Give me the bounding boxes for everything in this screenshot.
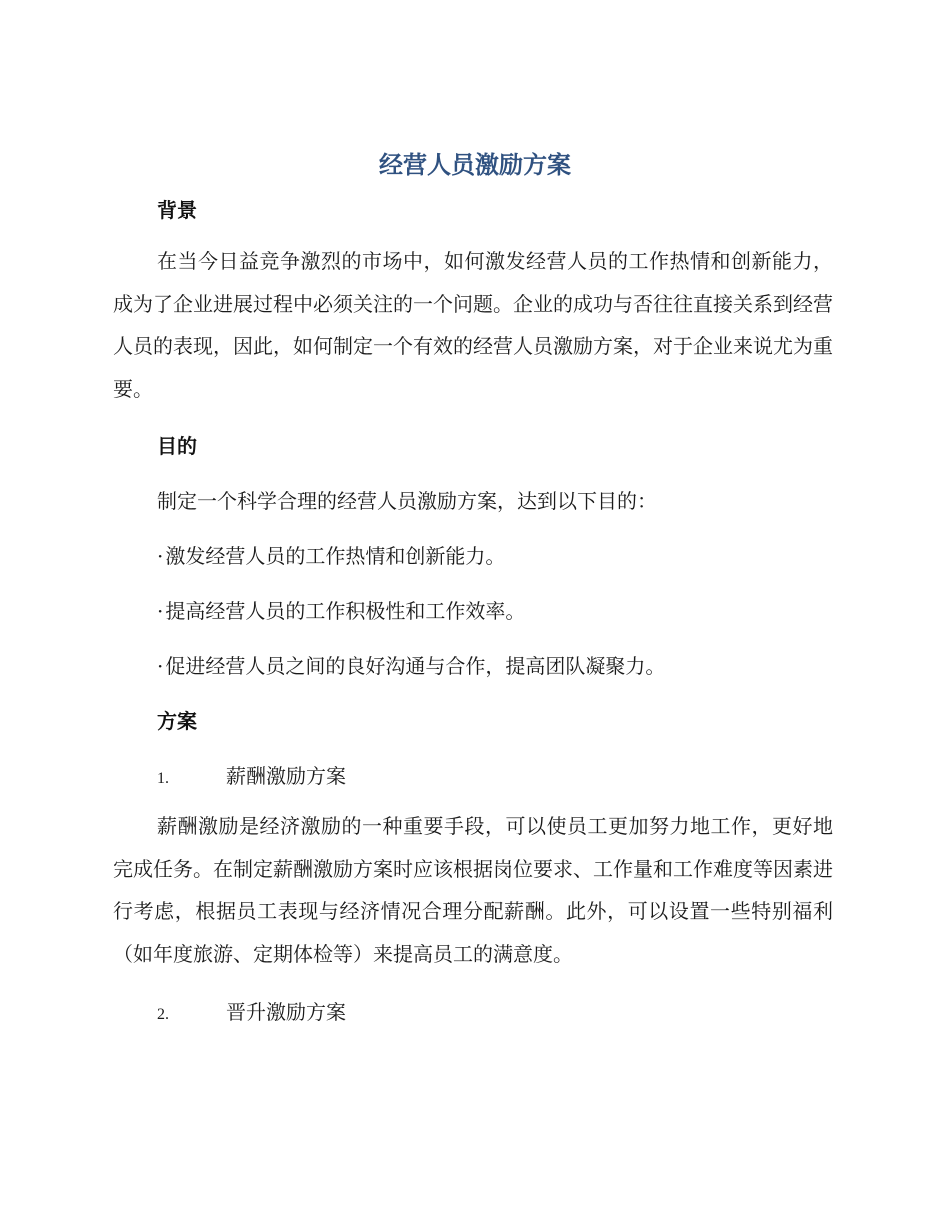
plan-item-title: 薪酬激励方案 (226, 764, 346, 788)
purpose-bullet-text: 提高经营人员的工作积极性和工作效率。 (165, 599, 526, 623)
plan-item-heading-1 (157, 760, 346, 789)
purpose-bullet-item (157, 650, 665, 679)
purpose-bullet-text: 激发经营人员的工作热情和创新能力。 (165, 544, 506, 568)
section-heading-background: 背景 (157, 198, 197, 222)
purpose-bullet-item (157, 595, 525, 624)
bullet-dot-icon: · (157, 544, 164, 568)
background-paragraph: 在当今日益竞争激烈的市场中，如何激发经营人员的工作热情和创新能力，成为了企业进展过程中必须关注的一个问题。企业的成功与否往往直接关系到经营人员的表现，因此，如何制定一个有效的经营人员激励方案，对于企业来说尤为重要。 (113, 249, 833, 401)
plan-item-title: 晋升激励方案 (226, 1000, 346, 1024)
section-heading-purpose: 目的 (157, 434, 197, 458)
bullet-dot-icon: · (157, 654, 164, 678)
purpose-intro: 制定一个科学合理的经营人员激励方案，达到以下目的： (157, 489, 657, 513)
plan-item-number: 1. (157, 770, 169, 787)
purpose-bullet-text: 促进经营人员之间的良好沟通与合作，提高团队凝聚力。 (165, 654, 666, 678)
plan-item-heading-2 (157, 996, 346, 1025)
plan-item-number: 2. (157, 1006, 169, 1023)
purpose-bullet-item (157, 540, 505, 569)
salary-plan-paragraph: 薪酬激励是经济激励的一种重要手段，可以使员工更加努力地工作，更好地完成任务。在制定薪酬激励方案时应该根据岗位要求、工作量和工作难度等因素进行考虑，根据员工表现与经济情况合理分配薪酬。此外，可以设置一些特别福利（如年度旅游、定期体检等）来提高员工的满意度。 (113, 814, 833, 966)
section-heading-plan: 方案 (157, 709, 197, 733)
bullet-dot-icon: · (157, 599, 164, 623)
document-title: 经营人员激励方案 (379, 151, 571, 179)
